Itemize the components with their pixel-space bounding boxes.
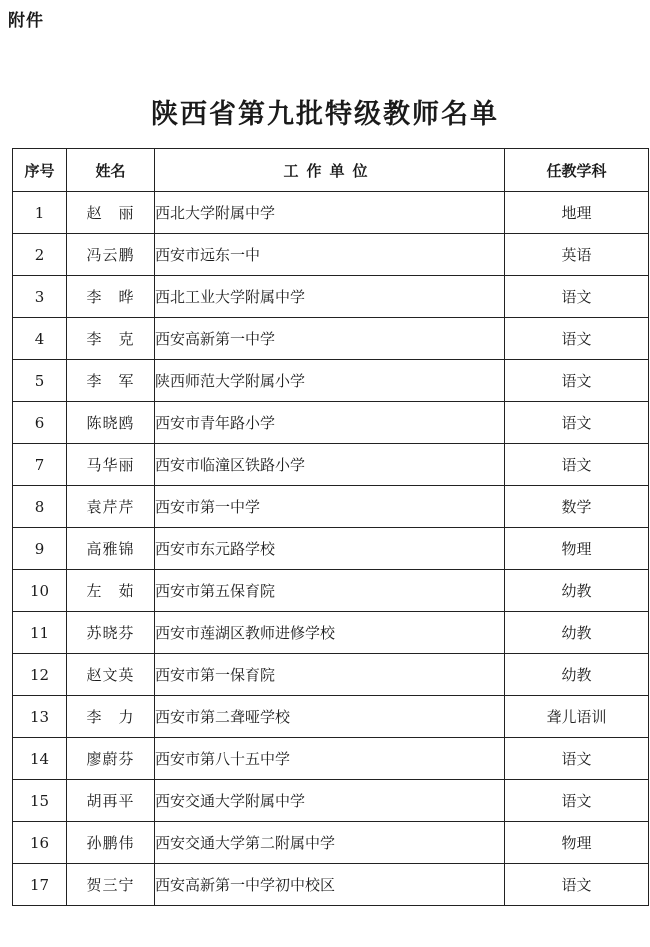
- row-unit: 西安市第八十五中学: [155, 738, 505, 780]
- header-unit: 工作单位: [155, 149, 505, 192]
- row-name: 赵文英: [67, 654, 155, 696]
- table-row: [13, 192, 649, 234]
- row-name: 左 茹: [67, 570, 155, 612]
- table-row: [13, 444, 649, 486]
- row-no: 13: [13, 696, 67, 738]
- table-row: [13, 318, 649, 360]
- row-subject: 语文: [505, 780, 649, 822]
- row-unit: 西安交通大学第二附属中学: [155, 822, 505, 864]
- row-unit: 西安市第二聋哑学校: [155, 696, 505, 738]
- table-body: [13, 192, 649, 906]
- row-name: 陈晓鸥: [67, 402, 155, 444]
- row-name: 高雅锦: [67, 528, 155, 570]
- table-row: [13, 696, 649, 738]
- row-subject: 幼教: [505, 612, 649, 654]
- table-header: [13, 149, 649, 192]
- row-unit: 西安交通大学附属中学: [155, 780, 505, 822]
- row-unit: 西安市远东一中: [155, 234, 505, 276]
- table-row: [13, 276, 649, 318]
- row-subject: 语文: [505, 318, 649, 360]
- row-subject: 幼教: [505, 570, 649, 612]
- row-subject: 语文: [505, 402, 649, 444]
- row-no: 14: [13, 738, 67, 780]
- table-row: [13, 360, 649, 402]
- row-subject: 数学: [505, 486, 649, 528]
- row-no: 8: [13, 486, 67, 528]
- row-subject: 语文: [505, 360, 649, 402]
- row-subject: 物理: [505, 528, 649, 570]
- row-unit: 西北大学附属中学: [155, 192, 505, 234]
- row-subject: 语文: [505, 444, 649, 486]
- table-row: [13, 612, 649, 654]
- row-no: 5: [13, 360, 67, 402]
- table-row: [13, 822, 649, 864]
- table-row: [13, 654, 649, 696]
- row-unit: 西安高新第一中学: [155, 318, 505, 360]
- row-unit: 西安市临潼区铁路小学: [155, 444, 505, 486]
- header-subject: 任教学科: [505, 149, 649, 192]
- row-name: 马华丽: [67, 444, 155, 486]
- row-unit: 西安高新第一中学初中校区: [155, 864, 505, 906]
- row-name: 冯云鹏: [67, 234, 155, 276]
- row-no: 16: [13, 822, 67, 864]
- table-row: [13, 738, 649, 780]
- row-name: 贺三宁: [67, 864, 155, 906]
- table-row: [13, 234, 649, 276]
- table-row: [13, 402, 649, 444]
- row-name: 赵 丽: [67, 192, 155, 234]
- row-no: 1: [13, 192, 67, 234]
- row-no: 11: [13, 612, 67, 654]
- row-no: 4: [13, 318, 67, 360]
- header-no: 序号: [13, 149, 67, 192]
- row-unit: 陕西师范大学附属小学: [155, 360, 505, 402]
- row-subject: 幼教: [505, 654, 649, 696]
- row-subject: 语文: [505, 864, 649, 906]
- row-name: 李 克: [67, 318, 155, 360]
- row-unit: 西安市东元路学校: [155, 528, 505, 570]
- table-row: [13, 570, 649, 612]
- table-row: [13, 528, 649, 570]
- row-name: 胡再平: [67, 780, 155, 822]
- row-subject: 聋儿语训: [505, 696, 649, 738]
- table-row: [13, 486, 649, 528]
- page-title: 陕西省第九批特级教师名单: [151, 99, 499, 130]
- row-no: 9: [13, 528, 67, 570]
- row-no: 12: [13, 654, 67, 696]
- row-no: 15: [13, 780, 67, 822]
- table-row: [13, 780, 649, 822]
- row-no: 2: [13, 234, 67, 276]
- row-no: 3: [13, 276, 67, 318]
- row-name: 李 晔: [67, 276, 155, 318]
- attachment-label: 附件: [8, 11, 44, 31]
- row-subject: 语文: [505, 276, 649, 318]
- row-name: 廖蔚芬: [67, 738, 155, 780]
- row-subject: 英语: [505, 234, 649, 276]
- row-unit: 西安市第一中学: [155, 486, 505, 528]
- row-name: 李 力: [67, 696, 155, 738]
- header-name: 姓名: [67, 149, 155, 192]
- row-no: 6: [13, 402, 67, 444]
- row-no: 17: [13, 864, 67, 906]
- row-name: 袁芹芹: [67, 486, 155, 528]
- row-unit: 西安市莲湖区教师进修学校: [155, 612, 505, 654]
- row-unit: 西安市青年路小学: [155, 402, 505, 444]
- row-subject: 地理: [505, 192, 649, 234]
- row-unit: 西北工业大学附属中学: [155, 276, 505, 318]
- row-no: 10: [13, 570, 67, 612]
- header-row: [13, 149, 649, 192]
- table-row: [13, 864, 649, 906]
- row-name: 孙鹏伟: [67, 822, 155, 864]
- row-name: 苏晓芬: [67, 612, 155, 654]
- row-subject: 物理: [505, 822, 649, 864]
- row-subject: 语文: [505, 738, 649, 780]
- row-unit: 西安市第五保育院: [155, 570, 505, 612]
- row-no: 7: [13, 444, 67, 486]
- row-name: 李 军: [67, 360, 155, 402]
- row-unit: 西安市第一保育院: [155, 654, 505, 696]
- teacher-roster-table: [12, 148, 649, 906]
